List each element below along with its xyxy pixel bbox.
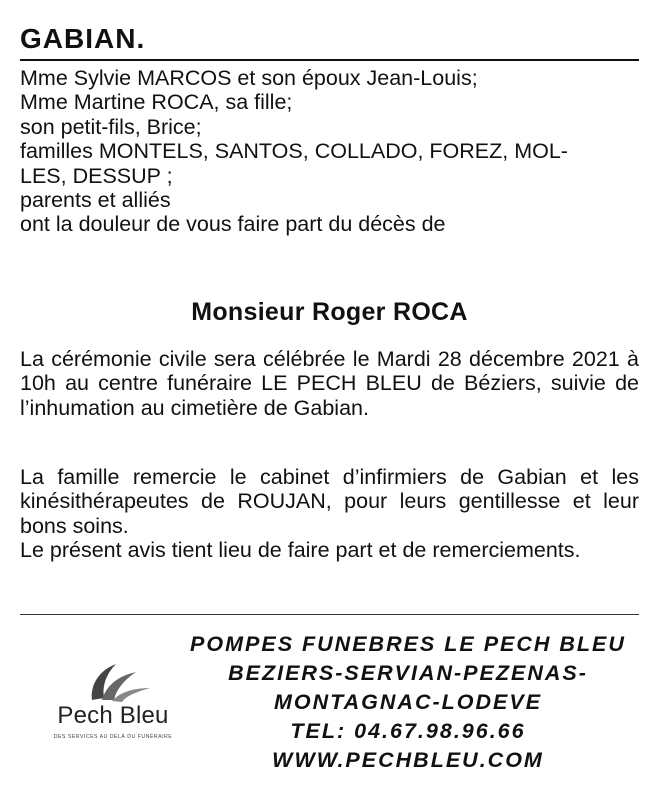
company-towns-line2: MONTAGNAC-LODEVE <box>273 690 543 714</box>
bird-wings-icon <box>48 660 178 704</box>
company-block <box>168 630 648 775</box>
logo-name: Pech Bleu <box>57 702 169 729</box>
bottom-divider <box>20 614 639 615</box>
company-website: WWW.PECHBLEU.COM <box>272 748 544 772</box>
family-line: Mme Martine ROCA, sa fille; <box>20 90 293 115</box>
company-towns-line1: BEZIERS-SERVIAN-PEZENAS- <box>228 661 588 685</box>
thanks-section <box>20 465 639 563</box>
family-line: familles MONTELS, SANTOS, COLLADO, FOREZ, MOL- <box>20 139 568 164</box>
notice-paragraph: Le présent avis tient lieu de faire part et de remerciements. <box>20 538 581 563</box>
family-line: parents et alliés <box>20 188 171 213</box>
family-line: ont la douleur de vous faire part du décès de <box>20 212 446 237</box>
family-line: son petit-fils, Brice; <box>20 114 202 139</box>
ceremony-paragraph: La cérémonie civile sera célébrée le Mardi 28 décembre 2021 à 10h au centre funéraire LE PECH BLEU de Béziers, suivie de l’inhumation au cimetière de Gabian. <box>20 347 639 420</box>
logo-tagline: DES SERVICES AU DELÀ DU FUNÉRAIRE <box>53 734 173 740</box>
family-line: Mme Sylvie MARCOS et son époux Jean-Louis; <box>20 66 478 90</box>
family-line: LES, DESSUP ; <box>20 163 173 188</box>
deceased-name: Monsieur Roger ROCA <box>191 298 468 326</box>
thanks-paragraph: La famille remercie le cabinet d’infirmiers de Gabian et les kinésithérapeutes de ROUJAN, pour leurs gentillesse et leur bons soins. <box>20 465 639 538</box>
company-phone: TEL: 04.67.98.96.66 <box>290 719 526 743</box>
town-heading: GABIAN. <box>20 23 146 54</box>
company-name: POMPES FUNEBRES LE PECH BLEU <box>190 632 626 656</box>
family-list <box>20 66 639 237</box>
pech-bleu-logo <box>48 660 178 750</box>
top-divider <box>20 59 639 61</box>
